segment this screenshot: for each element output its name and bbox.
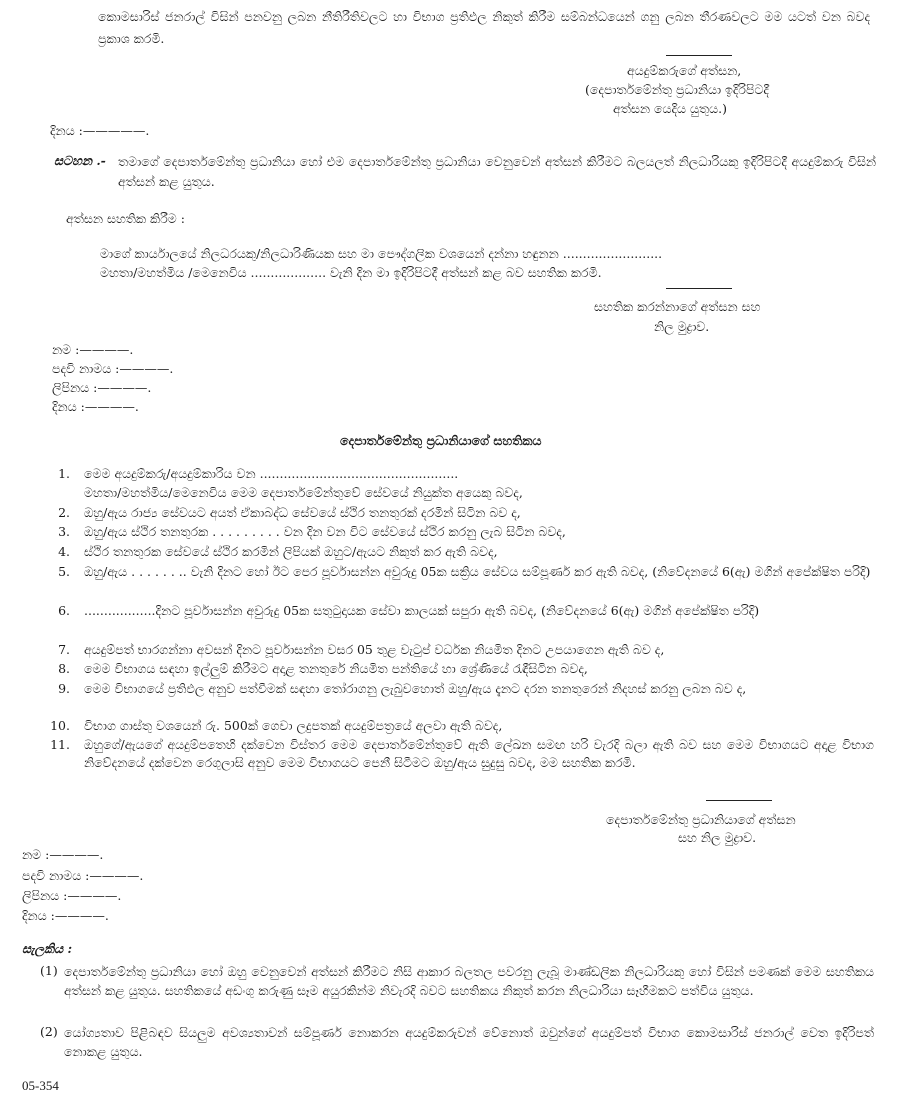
applicant-date-field: දිනය :—————. bbox=[50, 123, 150, 138]
certificate-item-text: විභාග ගාස්තු වශයෙන් රු. 500ක් ගෙවා ලදුපතක් අයදුම්පත්‍රයේ අලවා ඇති බවද, bbox=[84, 718, 503, 733]
certificate-item-text: මෙම අයදුම්කරු/අයදුම්කාරිය වන .................................................. bbox=[84, 466, 459, 481]
note-label: සටහන .- bbox=[54, 153, 106, 168]
remark-text: දෙපාර්තමේන්තු ප්‍රධානියා හෝ ඔහු වෙනුවෙන් අත්සන් කිරීමට නිසි ආකාර බලතල පවරනු ලැබූ මාණ්ඩලික නිලධාරියකු හෝ විසින් පමණක් මෙම සහතිකය අත්සන් කළ යුතුය. සහතිකයේ අඩංගු කරුණු සෑම අයුරකින්ම නිවැරදි බවට සහතිකය නිකුත් කරන නිලධාරියා සෑහීමකට පත්විය යුතුය. bbox=[64, 964, 874, 998]
declaration-paragraph: කොමසාරිස් ජනරාල් විසින් පනවනු ලබන නීතිරීතිවලට හා විභාග ප්‍රතිඵල නිකුත් කිරීම සම්බන්ධයෙන් ගනු ලබන තීරණවලට මම යටත් වන බවද ප්‍රකාශ කරමි. bbox=[98, 9, 870, 46]
certificate-item-number: 11. bbox=[50, 737, 70, 752]
applicant-signature-note-2: අත්සන යෙදිය යුතුය.) bbox=[613, 101, 727, 116]
attestation-line-2: මහතා/මහත්මිය /මෙනෙවිය ................... වැනි දින මා ඉදිරිපිටදී අත්සන් කළ බව සහතික කරමි. bbox=[100, 265, 602, 280]
hod-address-field: ලිපිනය :————. bbox=[22, 888, 122, 903]
certificate-item-number: 1. bbox=[58, 466, 70, 481]
certificate-item-number: 9. bbox=[58, 681, 70, 696]
certificate-item-number: 3. bbox=[58, 524, 70, 539]
applicant-signature-line bbox=[666, 55, 732, 56]
certificate-item-number: 8. bbox=[58, 661, 70, 676]
certificate-item-text: ඔහු/ඇය ස්ථිර තනතුරක . . . . . . . . . වන දින වන විට සේවයේ ස්ථිර කරනු ලැබ සිටින බවද, bbox=[84, 524, 566, 539]
certificate-item-number: 7. bbox=[58, 642, 70, 657]
hod-date-field: දිනය :————. bbox=[22, 908, 109, 923]
certificate-item-text: ඔහු/ඇය රාජ්‍ය සේවයට අයත් ඒකාබද්ධ සේවයේ ස්ථිර තනතුරක් දරමින් සිටින බව ද, bbox=[84, 505, 521, 520]
certificate-item-text: මෙම විභාගයේ ප්‍රතිඵල අනුව පත්වීමක් සඳහා තෝරාගනු ලැබුවහොත් ඔහු/ඇය දැනට දරන තනතුරෙන් නිදහස් කරනු ලබන බව ද, bbox=[84, 681, 747, 696]
certifier-signature-label: සහතික කරන්නාගේ අත්සන සහ bbox=[594, 299, 761, 314]
remark-number: (1) bbox=[40, 963, 58, 978]
document-code: 05-354 bbox=[22, 1078, 59, 1093]
certificate-item-text: ඔහුගේ/ඇයගේ අයදුම්පතෙහි දක්වෙන විස්තර මෙම දෙපාර්තමේන්තුවේ ඇති ලේඛන සමඟ හරි වැරදි බලා ඇති බව සහ මෙම විභාගයට අදාළ විභාග නිවේදනයේ දක්වෙන රෙගුලාසි අනුව මෙම විභාගයට පෙනී සිටීමට ඔහු/ඇය සුදුසු බවද, මම සහතික කරමි. bbox=[84, 737, 874, 770]
certificate-item-number: 4. bbox=[58, 544, 70, 559]
applicant-signature-label: අයදුම්කරුගේ අත්සන, bbox=[627, 63, 742, 78]
certifier-designation-field: පදවි නාමය :————. bbox=[52, 361, 174, 376]
certifier-seal-label: නිල මුද්‍රාව. bbox=[654, 319, 710, 334]
hod-signature-label: දෙපාර්තමේන්තු ප්‍රධානියාගේ අත්සන bbox=[606, 812, 796, 827]
certificate-item-text: ..................දිනට පූර්වාසන්න අවුරුදු 05ක සතුටුදායක සේවා කාලයක් සපුරා ඇති බවද, (නිවේදනයේ 6(ඇ) මගින් අපේක්ෂිත පරිදි) bbox=[84, 603, 760, 618]
certificate-item-text: ස්ථිර තනතුරක සේවයේ ස්ථිර කරමින් ලිපියක් ඔහුට/ඇයට නිකුත් කර ඇති බවද, bbox=[84, 544, 498, 559]
remark-number: (2) bbox=[40, 1024, 58, 1039]
attestation-heading: අත්සන සහතික කිරීම : bbox=[66, 211, 185, 226]
hod-signature-line bbox=[706, 800, 772, 801]
note-text: තමාගේ දෙපාර්තමේන්තු ප්‍රධානියා හෝ එම දෙපාර්තමේන්තු ප්‍රධානියා වෙනුවෙන් අත්සන් කිරීමට බලයලත් නිලධාරියකු ඉදිරිපිටදී අයදුම්කරු විසින් අත්සන් කළ යුතුය. bbox=[118, 154, 876, 189]
certifier-address-field: ලිපිනය :————. bbox=[52, 380, 152, 395]
certificate-item-text: අයදුම්පත් භාරගන්නා අවසන් දිනට පූර්වාසන්න වසර 05 තුළ වැටුප් වර්ධක නියමිත දිනට උපයාගෙන ඇති බව ද, bbox=[84, 642, 665, 657]
certificate-item-number: 10. bbox=[50, 718, 70, 733]
certificate-item-number: 6. bbox=[58, 603, 70, 618]
certificate-title: දෙපාර්තමේන්තු ප්‍රධානියාගේ සහතිකය bbox=[340, 433, 542, 448]
attestation-line-1: මාගේ කාර්යාලයේ නිලධරයකු/නිලධාරිණියක සහ මා පෞද්ගලික වශයෙන් දන්නා හඳුනන ......................... bbox=[100, 246, 663, 261]
certificate-item-text: මෙම විභාගය සඳහා ඉල්ලුම් කිරීමට අදාළ තනතුරේ නියමිත පන්තියේ හා ශ්‍රේණියේ රැඳීසිටින බවද, bbox=[84, 661, 588, 676]
certifier-signature-line bbox=[666, 288, 732, 289]
certificate-item-text-continued: මහතා/මහත්මිය/මෙනෙවිය මෙම දෙපාර්තමේන්තුවේ සේවයේ නියුක්ත අයෙකු බවද, bbox=[84, 485, 523, 500]
remark-text: යෝග්‍යතාව පිළිබඳව සියලුම අවශ්‍යතාවන් සම්පූර්ණ නොකරන අයදුම්කරුවන් වේනොත් ඔවුන්ගේ අයදුම්පත් විභාග කොමසාරිස් ජනරාල් වෙත ඉදිරිපත් නොකළ යුතුය. bbox=[64, 1025, 874, 1059]
certifier-date-field: දිනය :————. bbox=[52, 399, 139, 414]
certificate-item-number: 2. bbox=[58, 505, 70, 520]
hod-designation-field: පදවි නාමය :————. bbox=[22, 868, 144, 883]
remarks-heading: සැලකිය : bbox=[22, 941, 73, 956]
certificate-item-number: 5. bbox=[58, 564, 70, 579]
certifier-name-field: නම :————. bbox=[52, 342, 134, 357]
hod-name-field: නම :————. bbox=[22, 847, 104, 862]
hod-seal-label: සහ නිල මුද්‍රාව. bbox=[678, 830, 757, 845]
certificate-item-text: ඔහු/ඇය . . . . . . .. වැනි දිනට හෝ ඊට පෙර පූර්වාසන්න අවුරුදු 05ක සක්‍රිය සේවය සම්පූර්ණ කර ඇති බවද, (නිවේදනයේ 6(ඇ) මගින් අපේක්ෂිත පරිදි) bbox=[84, 564, 871, 579]
applicant-signature-note-1: (දෙපාර්තමේන්තු ප්‍රධානියා ඉදිරිපිටදී bbox=[585, 82, 769, 97]
